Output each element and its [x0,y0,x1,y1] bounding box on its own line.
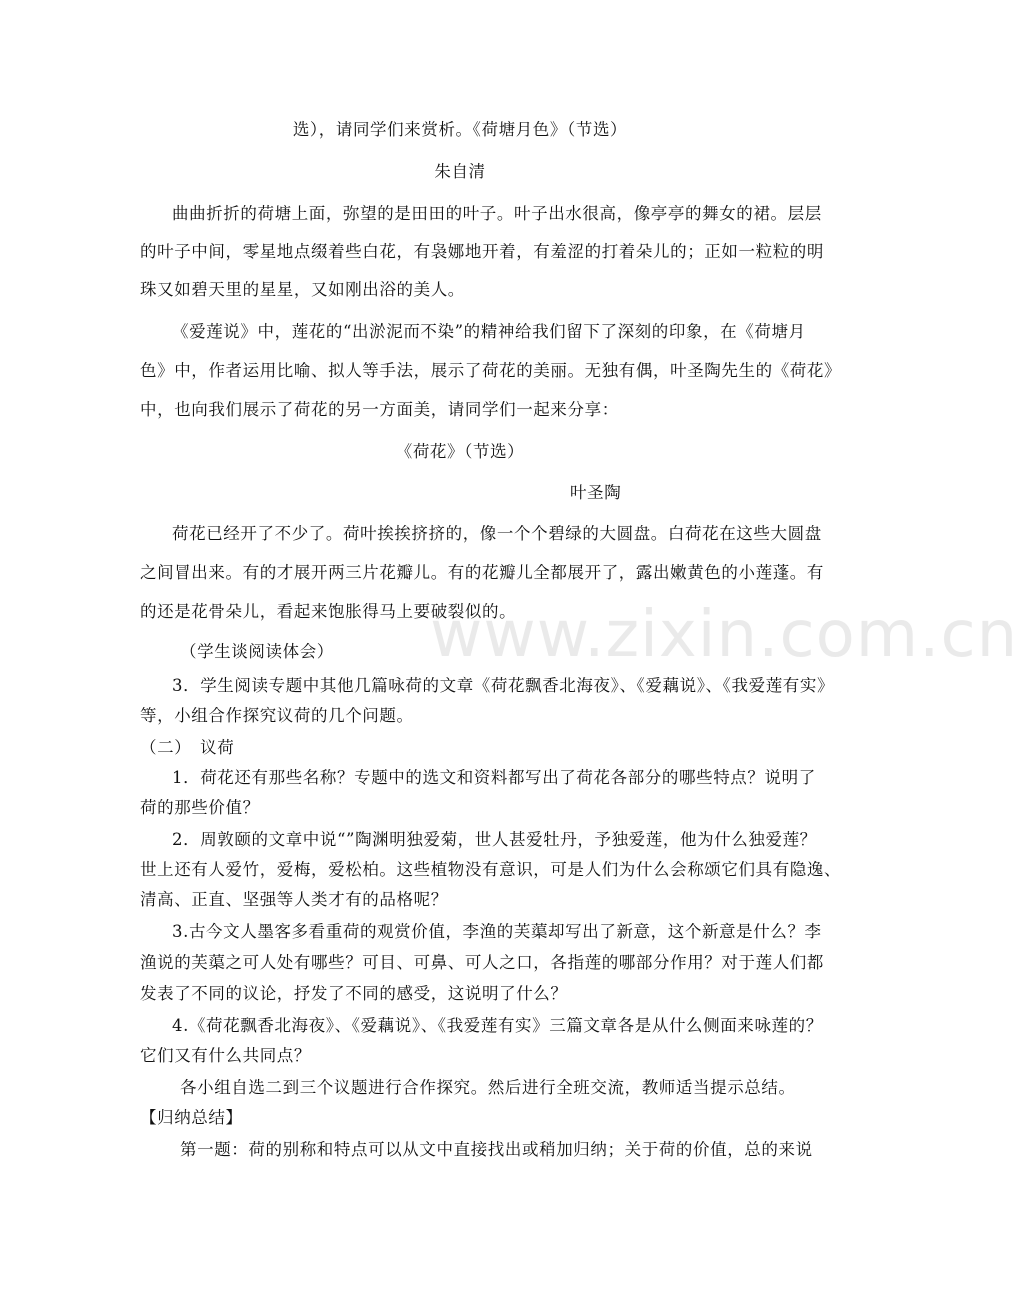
ailian-paragraph-line-1: 《爱莲说》中，莲花的“出淤泥而不染”的精神给我们留下了深刻的印象，在《荷塘月 [172,322,806,341]
question-2-line-1: 2．周敦颐的文章中说“”陶渊明独爱菊，世人甚爱牡丹，予独爱莲，他为什么独爱莲？ [172,830,817,849]
section-two-heading: （二） 议荷 [140,738,235,757]
step-3-line-1: 3．学生阅读专题中其他几篇咏荷的文章《荷花飘香北海夜》、《爱藕说》、《我爱莲有实》 [172,676,835,695]
question-1-line-2: 荷的那些价值？ [140,798,260,817]
author-zhu-ziqing: 朱自清 [434,162,486,181]
excerpt-hetang-line-2: 的叶子中间，零星地点缀着些白花，有袅娜地开着，有羞涩的打着朵儿的；正如一粒粒的明 [140,242,824,261]
question-4-line-2: 它们又有什么共同点？ [140,1046,311,1065]
excerpt-hehua-line-1: 荷花已经开了不少了。荷叶挨挨挤挤的，像一个个碧绿的大圆盘。白荷花在这些大圆盘 [172,524,822,543]
ailian-paragraph-line-2: 色》中，作者运用比喻、拟人等手法，展示了荷花的美丽。无独有偶，叶圣陶先生的《荷花》 [140,361,842,380]
excerpt-hehua-line-3: 的还是花骨朵儿，看起来饱胀得马上要破裂似的。 [140,602,517,621]
summary-first-question: 第一题：荷的别称和特点可以从文中直接找出或稍加归纳；关于荷的价值，总的来说 [180,1140,813,1159]
question-1-line-1: 1．荷花还有那些名称？专题中的选文和资料都写出了荷花各部分的哪些特点？说明了 [172,768,816,787]
author-ye-shengtao: 叶圣陶 [570,483,622,502]
group-discussion-note: 各小组自选二到三个议题进行合作探究。然后进行全班交流，教师适当提示总结。 [180,1078,796,1097]
question-2-line-2: 世上还有人爱竹，爱梅，爱松柏。这些植物没有意识，可是人们为什么会称颂它们具有隐逸、 [140,860,842,879]
step-3-line-2: 等，小组合作探究议荷的几个问题。 [140,706,414,725]
watermark: www.zixin.com.cn [430,598,1018,672]
excerpt-hetang-line-1: 曲曲折折的荷塘上面，弥望的是田田的叶子。叶子出水很高，像亭亭的舞女的裙。层层 [172,204,822,223]
question-3-line-3: 发表了不同的议论，抒发了不同的感受，这说明了什么？ [140,984,568,1003]
question-3-line-1: 3.古今文人墨客多看重荷的观赏价值，李渔的芙蕖却写出了新意，这个新意是什么？李 [172,922,822,941]
question-3-line-2: 渔说的芙蕖之可人处有哪些？可目、可鼻、可人之口，各指莲的哪部分作用？对于莲人们都 [140,953,824,972]
intro-line-continued: 选），请同学们来赏析。《荷塘月色》（节选） [292,120,628,139]
excerpt-hetang-line-3: 珠又如碧天里的星星，又如刚出浴的美人。 [140,280,465,299]
question-2-line-3: 清高、正直、坚强等人类才有的品格呢？ [140,890,448,909]
excerpt-hehua-line-2: 之间冒出来。有的才展开两三片花瓣儿。有的花瓣儿全都展开了，露出嫩黄色的小莲蓬。有 [140,563,824,582]
summary-heading: 【归纳总结】 [140,1108,243,1127]
question-4-line-1: 4.《荷花飘香北海夜》、《爱藕说》、《我爱莲有实》三篇文章各是从什么侧面来咏莲的？ [172,1016,823,1035]
ailian-paragraph-line-3: 中，也向我们展示了荷花的另一方面美，请同学们一起来分享： [140,400,619,419]
student-reading-note: （学生谈阅读体会） [180,642,334,661]
hehua-title: 《荷花》（节选） [395,442,525,461]
